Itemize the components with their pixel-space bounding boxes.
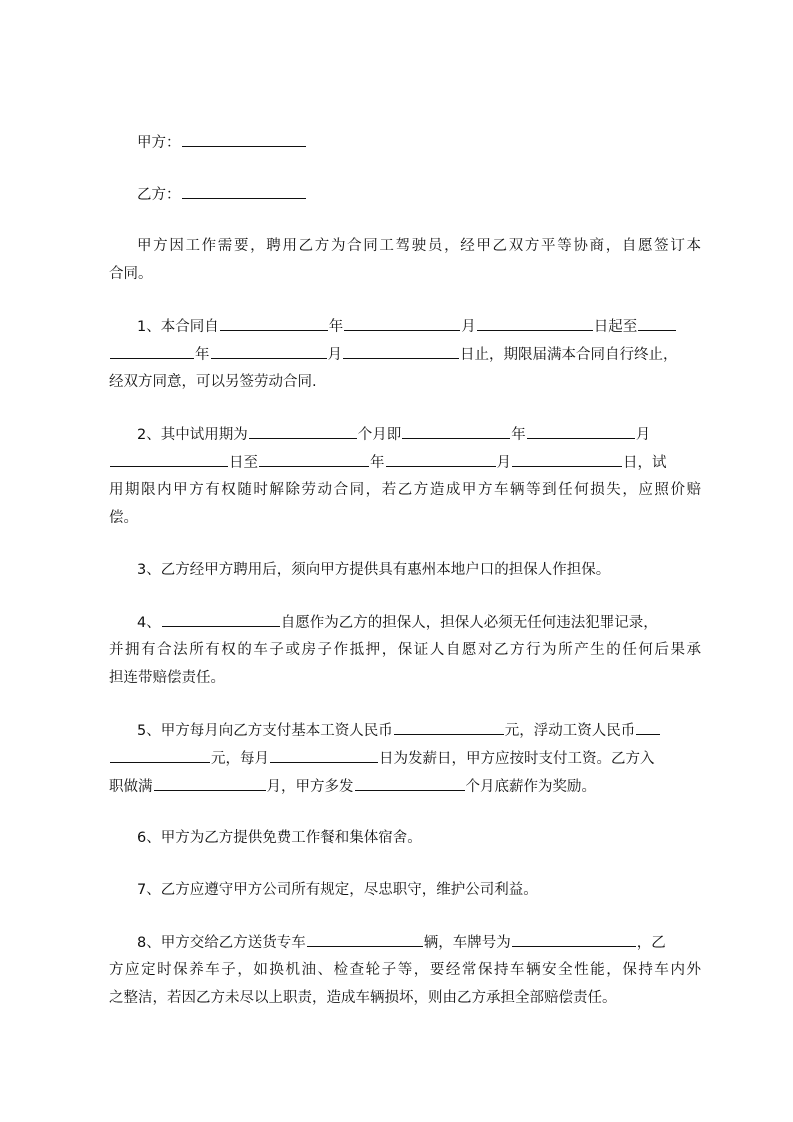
clause-8-line-1: [137, 932, 666, 952]
clause-2-line-3: 用期限内甲方有权随时解除劳动合同，若乙方造成甲方车辆等到任何损失，应照价赔: [109, 482, 701, 498]
clause-1-text-d: 日起至: [593, 319, 638, 335]
clause-2-blank-end-day: [512, 452, 622, 467]
party-a-label: 甲方：: [137, 135, 181, 151]
clause-2-blank-end-year: [259, 452, 369, 467]
clause-1-line-1: [137, 316, 677, 336]
clause-8-line-2: 方应定时保养车子，如换机油、检查轮子等，要经常保持车辆安全性能，保持车内外: [109, 962, 701, 978]
intro-line-1: 甲方因工作需要，聘用乙方为合同工驾驶员，经甲乙双方平等协商，自愿签订本: [137, 238, 701, 254]
clause-8-line-3: 之整洁，若因乙方未尽以上职责，造成车辆损坏，则由乙方承担全部赔偿责任。: [109, 990, 617, 1006]
clause-8-text-c: ，乙: [636, 935, 666, 951]
clause-1-blank-end-day: [343, 344, 459, 359]
clause-3-line-1: 3、乙方经甲方聘用后，须向甲方提供具有惠州本地户口的担保人作担保。: [137, 562, 611, 578]
clause-2-text-d: 月: [635, 427, 651, 443]
clause-1-text-c: 月: [461, 319, 476, 335]
clause-5-text-b: 元，浮动工资人民币: [504, 723, 636, 739]
clause-2-text-b: 个月即: [357, 427, 402, 443]
clause-1-line-3: 经双方同意，可以另签劳动合同.: [109, 374, 317, 390]
clause-1-blank-start-day: [477, 316, 593, 331]
clause-2-blank-end-month: [386, 452, 496, 467]
clause-2-blank-start-day: [110, 452, 228, 467]
clause-4-line-1: [137, 612, 658, 632]
clause-1-blank-end-year-b: [110, 344, 194, 359]
clause-1-text-e: 年: [195, 347, 210, 363]
clause-1-line-2: [109, 344, 678, 364]
party-b-line: [137, 184, 307, 204]
clause-4-blank-guarantor: [162, 612, 280, 627]
clause-1-blank-start-year: [220, 316, 328, 331]
clause-7-line-1: 7、乙方应遵守甲方公司所有规定，尽忠职守，维护公司利益。: [137, 882, 538, 898]
clause-5-text-d: 日为发薪日，甲方应按时支付工资。乙方入: [379, 751, 655, 767]
party-b-blank: [182, 184, 306, 199]
clause-2-text-f: 年: [370, 455, 385, 471]
clause-5-line-3: [109, 776, 596, 796]
clause-1-blank-end-month: [211, 344, 327, 359]
clause-5-blank-payday: [270, 748, 378, 763]
clause-4-line-3: 担连带赔偿责任。: [109, 670, 225, 686]
clause-2-text-c: 年: [511, 427, 526, 443]
clause-2-text-g: 月: [496, 455, 511, 471]
clause-5-text-g: 个月底薪作为奖励。: [465, 779, 596, 795]
clause-5-blank-float-salary-b: [110, 748, 210, 763]
clause-5-line-2: [109, 748, 655, 768]
clause-1-blank-start-month: [344, 316, 460, 331]
clause-6-line-1: 6、甲方为乙方提供免费工作餐和集体宿舍。: [137, 830, 422, 846]
clause-1-blank-end-year-a: [638, 316, 676, 331]
clause-1-text-f: 月: [327, 347, 342, 363]
clause-5-blank-months-served: [154, 776, 266, 791]
clause-1-text-a: 1、本合同自: [137, 319, 219, 335]
clause-1-text-b: 年: [328, 319, 344, 335]
clause-2-text-h: 日，试: [623, 455, 667, 471]
clause-5-line-1: [137, 720, 661, 740]
clause-5-blank-bonus-months: [355, 776, 465, 791]
clause-8-blank-plate-number: [512, 932, 636, 947]
clause-4-line-2: 并拥有合法所有权的车子或房子作抵押，保证人自愿对乙方行为所产生的任何后果承: [109, 642, 701, 658]
party-b-label: 乙方：: [137, 187, 181, 203]
clause-2-line-4: 偿。: [109, 510, 138, 526]
clause-4-text-a: 4、: [137, 615, 161, 631]
clause-2-line-1: [137, 424, 650, 444]
party-a-line: [137, 132, 307, 152]
intro-line-2: 合同。: [109, 266, 153, 282]
clause-8-text-a: 8、甲方交给乙方送货专车: [137, 935, 306, 951]
clause-5-text-e: 职做满: [109, 779, 153, 795]
clause-5-text-f: 月，甲方多发: [266, 779, 354, 795]
clause-8-text-b: 辆，车牌号为: [423, 935, 511, 951]
clause-4-text-b: 自愿作为乙方的担保人，担保人必须无任何违法犯罪记录，: [280, 615, 658, 631]
clause-2-blank-start-month: [527, 424, 635, 439]
clause-2-blank-start-year: [402, 424, 510, 439]
clause-2-text-a: 2、其中试用期为: [137, 427, 248, 443]
clause-2-text-e: 日至: [229, 455, 258, 471]
clause-2-blank-months: [249, 424, 357, 439]
clause-5-blank-base-salary: [394, 720, 504, 735]
party-a-blank: [182, 132, 306, 147]
clause-2-line-2: [109, 452, 667, 472]
clause-5-text-a: 5、甲方每月向乙方支付基本工资人民币: [137, 723, 393, 739]
clause-5-text-c: 元，每月: [211, 751, 269, 767]
clause-5-blank-float-salary-a: [636, 720, 660, 735]
clause-1-text-g: 日止，期限届满本合同自行终止，: [460, 347, 678, 363]
clause-8-blank-vehicle-count: [307, 932, 423, 947]
